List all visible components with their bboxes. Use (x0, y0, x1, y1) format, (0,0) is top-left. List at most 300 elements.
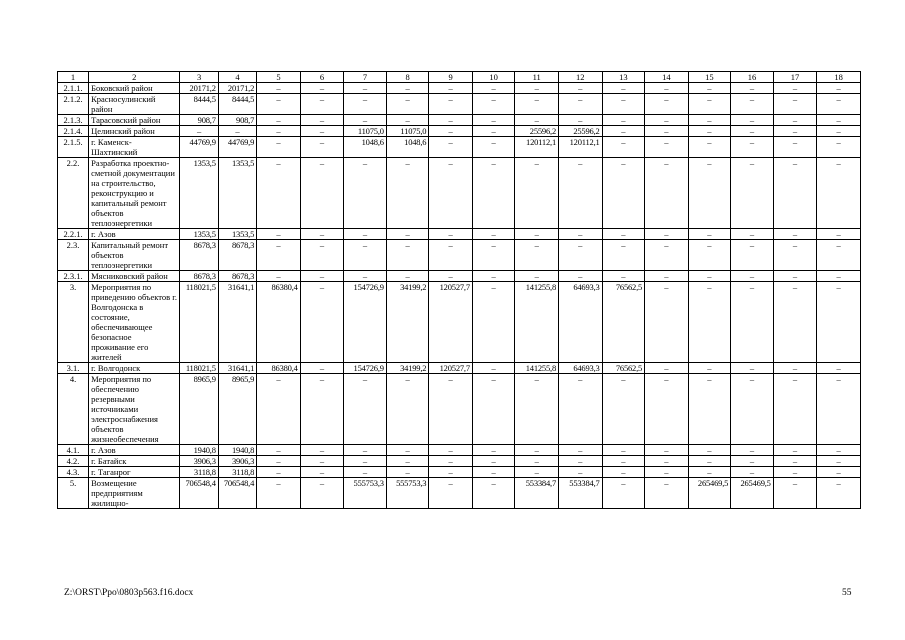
value-cell: 553384,7 (559, 478, 603, 509)
header-cell: 18 (817, 72, 861, 83)
value-cell: 555753,3 (386, 478, 429, 509)
value-cell: – (559, 94, 603, 115)
value-cell: – (429, 271, 473, 282)
value-cell: – (645, 271, 689, 282)
value-cell: – (817, 363, 861, 374)
value-cell: – (344, 115, 387, 126)
value-cell: 8444,5 (180, 94, 218, 115)
value-cell: – (559, 445, 603, 456)
row-name: Целинский район (89, 126, 180, 137)
value-cell: 1940,8 (218, 445, 256, 456)
value-cell: – (386, 94, 429, 115)
value-cell: – (731, 115, 774, 126)
file-path: Z:\ORST\Ppo\0803p563.f16.docx (64, 588, 194, 598)
row-number: 4. (58, 374, 89, 445)
value-cell: – (773, 137, 817, 158)
value-cell: 76562,5 (602, 282, 645, 363)
value-cell: – (515, 374, 559, 445)
value-cell: – (218, 126, 256, 137)
value-cell: – (688, 115, 731, 126)
row-name: Мероприятия по приведению объектов г. Волгодонска в состояние, обеспечивающее безопасное проживание его жителей (89, 282, 180, 363)
value-cell: 3906,3 (180, 456, 218, 467)
value-cell: – (773, 478, 817, 509)
value-cell: – (429, 158, 473, 229)
value-cell: – (515, 240, 559, 271)
value-cell: 1353,5 (218, 158, 256, 229)
value-cell: – (472, 282, 515, 363)
value-cell: – (773, 115, 817, 126)
value-cell: – (645, 445, 689, 456)
value-cell: – (515, 456, 559, 467)
value-cell: – (602, 456, 645, 467)
row-number: 3.1. (58, 363, 89, 374)
row-name: Боковский район (89, 83, 180, 94)
value-cell: – (257, 229, 301, 240)
value-cell: – (300, 374, 344, 445)
value-cell: – (773, 467, 817, 478)
value-cell: 908,7 (218, 115, 256, 126)
value-cell: – (817, 282, 861, 363)
value-cell: 8444,5 (218, 94, 256, 115)
value-cell: – (773, 83, 817, 94)
value-cell: – (731, 374, 774, 445)
value-cell: – (731, 229, 774, 240)
value-cell: – (344, 240, 387, 271)
value-cell: – (688, 363, 731, 374)
value-cell: – (300, 282, 344, 363)
value-cell: – (688, 445, 731, 456)
value-cell: – (257, 94, 301, 115)
value-cell: – (344, 467, 387, 478)
value-cell: 265469,5 (731, 478, 774, 509)
value-cell: – (602, 115, 645, 126)
value-cell: – (688, 282, 731, 363)
value-cell: – (817, 229, 861, 240)
value-cell: – (773, 445, 817, 456)
value-cell: 118021,5 (180, 282, 218, 363)
value-cell: – (645, 456, 689, 467)
value-cell: 8678,3 (180, 271, 218, 282)
value-cell: – (773, 229, 817, 240)
value-cell: – (817, 456, 861, 467)
value-cell: – (472, 115, 515, 126)
value-cell: 120527,7 (429, 363, 473, 374)
value-cell: – (731, 445, 774, 456)
value-cell: 1048,6 (386, 137, 429, 158)
value-cell: – (300, 445, 344, 456)
value-cell: – (386, 271, 429, 282)
budget-table (57, 71, 861, 509)
header-cell: 2 (89, 72, 180, 83)
value-cell: – (429, 94, 473, 115)
value-cell: 25596,2 (515, 126, 559, 137)
value-cell: – (817, 115, 861, 126)
value-cell: – (429, 115, 473, 126)
row-number: 2.1.3. (58, 115, 89, 126)
value-cell: – (515, 158, 559, 229)
row-number: 4.3. (58, 467, 89, 478)
row-name: Разработка проектно-сметной документации на строительство, реконструкцию и капитальный ремонт объектов теплоэнергетики (89, 158, 180, 229)
value-cell: – (300, 126, 344, 137)
value-cell: – (817, 137, 861, 158)
value-cell: 76562,5 (602, 363, 645, 374)
value-cell: – (300, 271, 344, 282)
value-cell: 64693,3 (559, 282, 603, 363)
value-cell: – (472, 137, 515, 158)
value-cell: – (559, 83, 603, 94)
value-cell: – (429, 229, 473, 240)
header-cell: 16 (731, 72, 774, 83)
table-row (58, 126, 861, 137)
value-cell: – (602, 94, 645, 115)
value-cell: – (344, 94, 387, 115)
row-name: Возмещение предприятиям жилищно- (89, 478, 180, 509)
header-cell: 14 (645, 72, 689, 83)
value-cell: – (688, 229, 731, 240)
row-name: Капитальный ремонт объектов теплоэнергетики (89, 240, 180, 271)
value-cell: – (386, 115, 429, 126)
value-cell: – (773, 363, 817, 374)
value-cell: – (688, 126, 731, 137)
value-cell: – (731, 158, 774, 229)
value-cell: – (559, 240, 603, 271)
value-cell: – (645, 467, 689, 478)
value-cell: – (472, 467, 515, 478)
row-name: г. Батайск (89, 456, 180, 467)
header-cell: 9 (429, 72, 473, 83)
value-cell: – (773, 271, 817, 282)
table-row (58, 240, 861, 271)
value-cell: – (688, 456, 731, 467)
header-row (58, 72, 861, 83)
value-cell: 11075,0 (344, 126, 387, 137)
value-cell: – (472, 158, 515, 229)
table-row (58, 158, 861, 229)
value-cell: – (602, 374, 645, 445)
value-cell: 34199,2 (386, 282, 429, 363)
value-cell: 706548,4 (218, 478, 256, 509)
row-name: Мясниковский район (89, 271, 180, 282)
value-cell: – (688, 83, 731, 94)
value-cell: – (300, 467, 344, 478)
value-cell: 555753,3 (344, 478, 387, 509)
value-cell: – (257, 467, 301, 478)
value-cell: – (731, 363, 774, 374)
value-cell: – (817, 467, 861, 478)
row-number: 2.3.1. (58, 271, 89, 282)
value-cell: – (645, 282, 689, 363)
value-cell: – (602, 445, 645, 456)
page-number: 55 (842, 588, 852, 598)
value-cell: – (773, 374, 817, 445)
header-cell: 4 (218, 72, 256, 83)
value-cell: – (515, 115, 559, 126)
row-number: 2.3. (58, 240, 89, 271)
value-cell: – (257, 115, 301, 126)
row-number: 2.1.5. (58, 137, 89, 158)
value-cell: – (344, 456, 387, 467)
value-cell: – (773, 126, 817, 137)
table-row (58, 363, 861, 374)
value-cell: – (817, 94, 861, 115)
value-cell: 11075,0 (386, 126, 429, 137)
value-cell: – (300, 363, 344, 374)
row-number: 5. (58, 478, 89, 509)
value-cell: 908,7 (180, 115, 218, 126)
value-cell: – (559, 158, 603, 229)
value-cell: – (645, 363, 689, 374)
value-cell: – (472, 363, 515, 374)
value-cell: – (257, 240, 301, 271)
value-cell: – (472, 374, 515, 445)
value-cell: – (731, 271, 774, 282)
row-name: Мероприятия по обеспечению резервными источниками электроснабжения объектов жизнеобеспечения (89, 374, 180, 445)
table-row (58, 467, 861, 478)
value-cell: – (817, 271, 861, 282)
header-cell: 10 (472, 72, 515, 83)
row-number: 2.1.1. (58, 83, 89, 94)
value-cell: – (344, 271, 387, 282)
header-cell: 15 (688, 72, 731, 83)
row-number: 2.1.2. (58, 94, 89, 115)
value-cell: – (386, 374, 429, 445)
value-cell: 265469,5 (688, 478, 731, 509)
value-cell: – (559, 115, 603, 126)
value-cell: – (773, 240, 817, 271)
value-cell: – (386, 445, 429, 456)
table-row (58, 456, 861, 467)
table-row (58, 115, 861, 126)
value-cell: – (472, 478, 515, 509)
value-cell: 120527,7 (429, 282, 473, 363)
table-row (58, 137, 861, 158)
value-cell: – (817, 240, 861, 271)
value-cell: – (386, 229, 429, 240)
value-cell: – (602, 126, 645, 137)
value-cell: – (257, 137, 301, 158)
value-cell: – (645, 240, 689, 271)
value-cell: – (429, 137, 473, 158)
value-cell: 64693,3 (559, 363, 603, 374)
value-cell: – (559, 271, 603, 282)
header-cell: 12 (559, 72, 603, 83)
value-cell: – (472, 126, 515, 137)
value-cell: 553384,7 (515, 478, 559, 509)
value-cell: – (344, 374, 387, 445)
value-cell: – (602, 271, 645, 282)
value-cell: – (645, 478, 689, 509)
value-cell: – (300, 83, 344, 94)
row-name: Тарасовский район (89, 115, 180, 126)
value-cell: – (300, 229, 344, 240)
value-cell: 8965,9 (180, 374, 218, 445)
value-cell: – (257, 83, 301, 94)
value-cell: – (429, 445, 473, 456)
value-cell: – (731, 456, 774, 467)
value-cell: – (559, 374, 603, 445)
value-cell: – (429, 240, 473, 271)
value-cell: 44769,9 (180, 137, 218, 158)
value-cell: – (773, 456, 817, 467)
row-name: г. Азов (89, 229, 180, 240)
table-row (58, 282, 861, 363)
row-name: г. Каменск-Шахтинский (89, 137, 180, 158)
value-cell: 8678,3 (180, 240, 218, 271)
value-cell: – (300, 478, 344, 509)
value-cell: 141255,8 (515, 282, 559, 363)
header-cell: 5 (257, 72, 301, 83)
value-cell: – (472, 456, 515, 467)
value-cell: – (602, 240, 645, 271)
value-cell: 31641,1 (218, 282, 256, 363)
value-cell: – (602, 478, 645, 509)
value-cell: – (344, 229, 387, 240)
value-cell: – (300, 115, 344, 126)
row-number: 3. (58, 282, 89, 363)
value-cell: 1353,5 (180, 229, 218, 240)
value-cell: – (817, 374, 861, 445)
value-cell: – (257, 456, 301, 467)
row-number: 2.2.1. (58, 229, 89, 240)
value-cell: – (817, 445, 861, 456)
header-cell: 17 (773, 72, 817, 83)
value-cell: 3906,3 (218, 456, 256, 467)
row-name: г. Таганрог (89, 467, 180, 478)
value-cell: – (515, 94, 559, 115)
value-cell: – (300, 240, 344, 271)
table-row (58, 83, 861, 94)
value-cell: – (773, 158, 817, 229)
value-cell: – (731, 467, 774, 478)
value-cell: – (344, 158, 387, 229)
table-row (58, 374, 861, 445)
row-number: 2.2. (58, 158, 89, 229)
value-cell: – (645, 126, 689, 137)
table-row (58, 271, 861, 282)
value-cell: 8678,3 (218, 240, 256, 271)
header-cell: 7 (344, 72, 387, 83)
value-cell: – (817, 478, 861, 509)
value-cell: – (688, 158, 731, 229)
value-cell: – (180, 126, 218, 137)
value-cell: – (559, 467, 603, 478)
value-cell: – (817, 126, 861, 137)
value-cell: – (472, 271, 515, 282)
value-cell: 706548,4 (180, 478, 218, 509)
row-number: 2.1.4. (58, 126, 89, 137)
value-cell: – (688, 271, 731, 282)
value-cell: – (472, 83, 515, 94)
value-cell: – (429, 83, 473, 94)
value-cell: 1353,5 (180, 158, 218, 229)
value-cell: 20171,2 (218, 83, 256, 94)
row-number: 4.1. (58, 445, 89, 456)
value-cell: – (515, 271, 559, 282)
value-cell: – (257, 271, 301, 282)
value-cell: 1353,5 (218, 229, 256, 240)
value-cell: – (472, 229, 515, 240)
value-cell: 25596,2 (559, 126, 603, 137)
value-cell: – (817, 158, 861, 229)
value-cell: 8965,9 (218, 374, 256, 445)
table-row (58, 478, 861, 509)
value-cell: – (257, 445, 301, 456)
value-cell: – (645, 374, 689, 445)
value-cell: – (731, 282, 774, 363)
value-cell: – (429, 478, 473, 509)
header-cell: 6 (300, 72, 344, 83)
value-cell: 34199,2 (386, 363, 429, 374)
value-cell: – (645, 229, 689, 240)
value-cell: – (386, 83, 429, 94)
value-cell: – (515, 83, 559, 94)
value-cell: 86380,4 (257, 282, 301, 363)
value-cell: – (773, 282, 817, 363)
value-cell: – (257, 126, 301, 137)
value-cell: – (344, 445, 387, 456)
value-cell: – (257, 158, 301, 229)
value-cell: 3118,8 (180, 467, 218, 478)
value-cell: – (731, 94, 774, 115)
value-cell: 120112,1 (515, 137, 559, 158)
header-cell: 8 (386, 72, 429, 83)
value-cell: – (515, 467, 559, 478)
value-cell: 120112,1 (559, 137, 603, 158)
value-cell: – (344, 83, 387, 94)
value-cell: – (257, 374, 301, 445)
value-cell: – (300, 456, 344, 467)
value-cell: – (472, 240, 515, 271)
value-cell: – (300, 94, 344, 115)
value-cell: – (559, 456, 603, 467)
value-cell: – (472, 445, 515, 456)
value-cell: – (773, 94, 817, 115)
value-cell: – (688, 374, 731, 445)
row-name: г. Азов (89, 445, 180, 456)
value-cell: 1940,8 (180, 445, 218, 456)
value-cell: – (472, 94, 515, 115)
value-cell: – (645, 94, 689, 115)
table-row (58, 445, 861, 456)
header-cell: 11 (515, 72, 559, 83)
value-cell: – (688, 94, 731, 115)
value-cell: – (645, 158, 689, 229)
value-cell: – (645, 137, 689, 158)
value-cell: – (386, 240, 429, 271)
value-cell: – (688, 240, 731, 271)
value-cell: 141255,8 (515, 363, 559, 374)
value-cell: 154726,9 (344, 282, 387, 363)
value-cell: 44769,9 (218, 137, 256, 158)
value-cell: – (731, 83, 774, 94)
value-cell: – (817, 83, 861, 94)
value-cell: – (688, 137, 731, 158)
value-cell: – (515, 229, 559, 240)
value-cell: 154726,9 (344, 363, 387, 374)
value-cell: – (257, 478, 301, 509)
value-cell: – (429, 374, 473, 445)
value-cell: – (731, 137, 774, 158)
value-cell: – (602, 467, 645, 478)
table-row (58, 94, 861, 115)
value-cell: – (559, 229, 603, 240)
value-cell: – (602, 137, 645, 158)
value-cell: – (602, 83, 645, 94)
value-cell: – (429, 126, 473, 137)
value-cell: – (300, 137, 344, 158)
value-cell: – (645, 115, 689, 126)
value-cell: – (300, 158, 344, 229)
